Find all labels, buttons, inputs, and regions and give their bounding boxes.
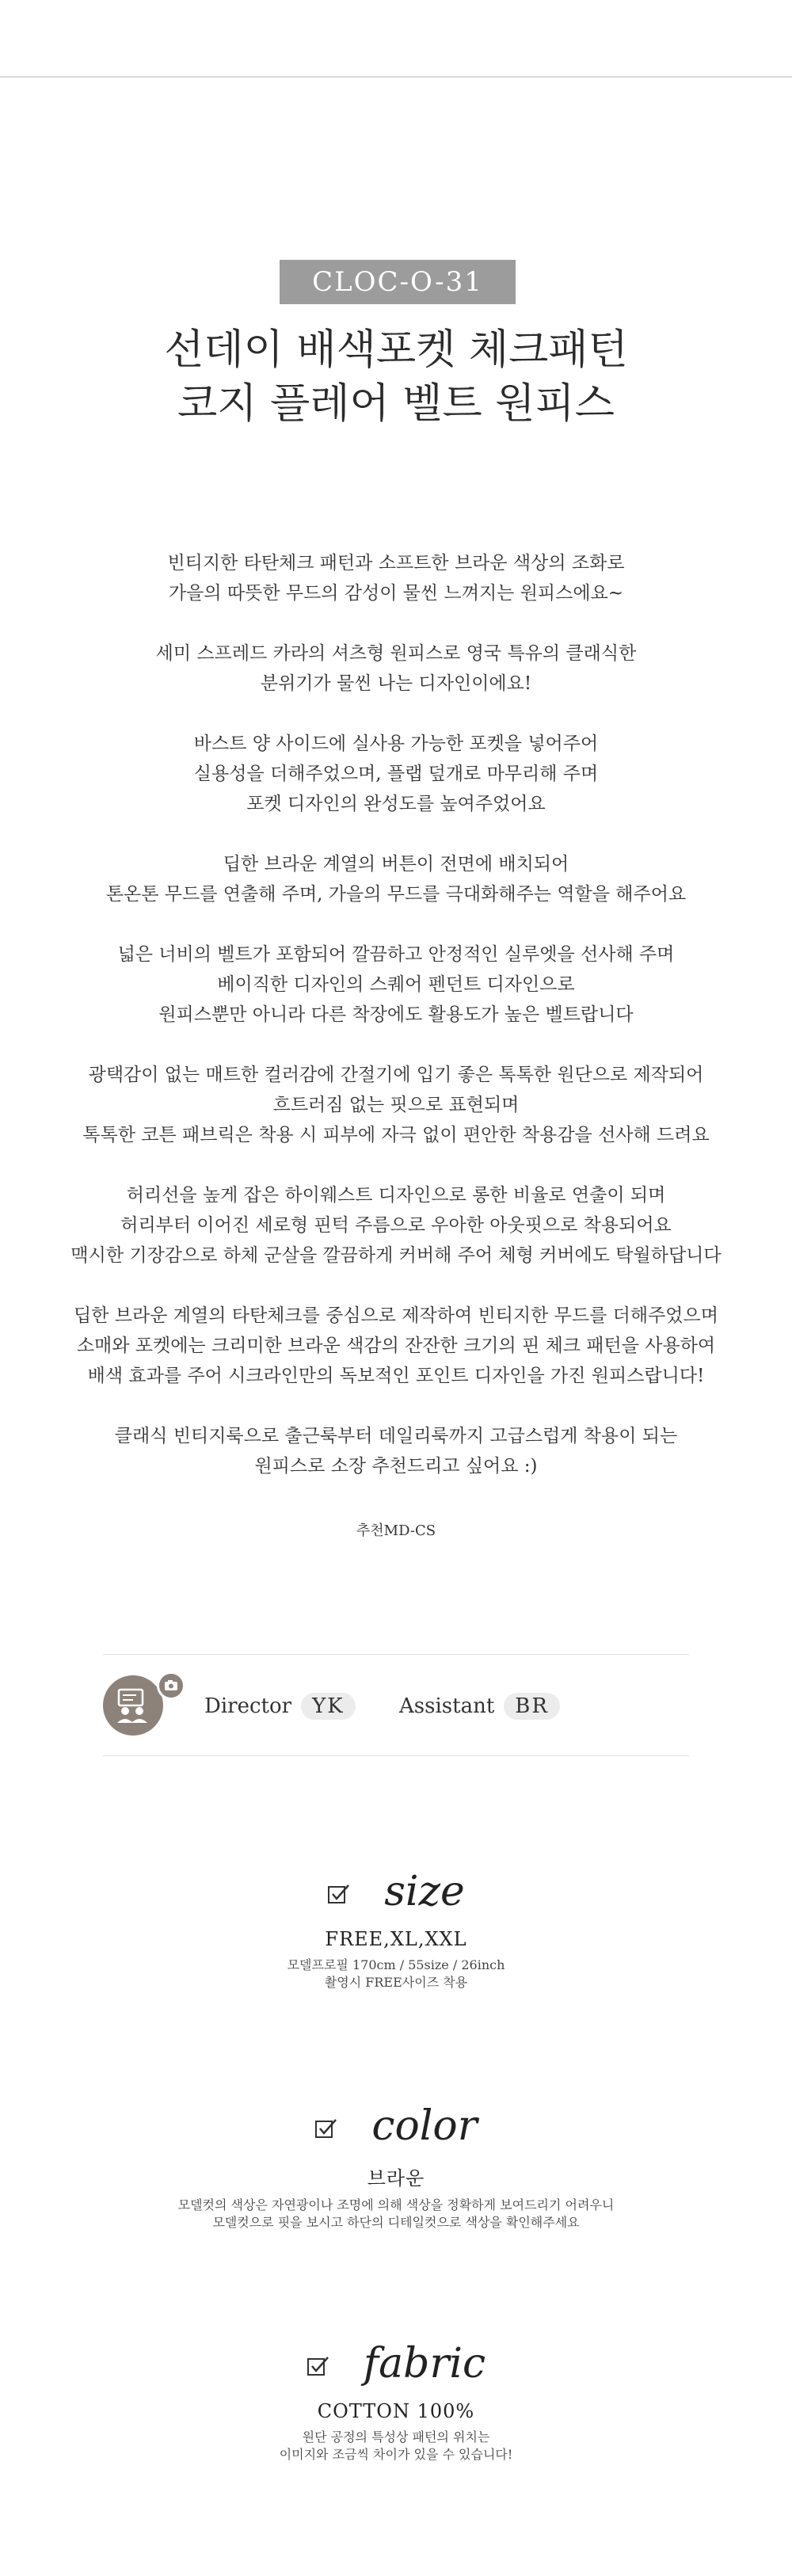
description-line: 베이직한 디자인의 스퀘어 펜던트 디자인으로 <box>217 974 575 995</box>
description-paragraph <box>40 1180 752 1271</box>
color-value: 브라운 <box>367 2167 425 2189</box>
fabric-notes <box>0 2429 792 2464</box>
size-note-line: 촬영시 FREE사이즈 착용 <box>324 1975 468 1990</box>
assistant-credit <box>399 1689 560 1724</box>
description-paragraph <box>40 1421 752 1481</box>
product-title-line: 선데이 배색포켓 체크패턴 <box>164 326 628 374</box>
color-section <box>0 2101 792 2231</box>
fabric-section <box>0 2338 792 2464</box>
fabric-header <box>0 2338 792 2389</box>
description-paragraph <box>40 939 752 1030</box>
size-section <box>0 1866 792 1991</box>
staff-people-icon <box>103 1675 163 1736</box>
product-title-line: 코지 플레어 벨트 원피스 <box>177 380 615 428</box>
staff-bottom-divider <box>103 1755 689 1756</box>
description-paragraph <box>40 1060 752 1150</box>
description-line: 흐트러짐 없는 핏으로 표현되며 <box>272 1095 520 1115</box>
description-line: 실용성을 더해주었으며, 플랩 덮개로 마무리해 주며 <box>193 764 599 784</box>
description-line: 딥한 브라운 계열의 버튼이 전면에 배치되어 <box>223 854 569 875</box>
director-value: YK <box>301 1693 356 1720</box>
description-line: 허리선을 높게 잡은 하이웨스트 디자인으로 롱한 비율로 연출이 되며 <box>126 1185 666 1206</box>
color-header <box>0 2101 792 2151</box>
description-line: 원피스뿐만 아니라 다른 착장에도 활용도가 높은 벨트랍니다 <box>158 1004 634 1025</box>
fabric-note-line: 이미지와 조금씩 차이가 있을 수 있습니다! <box>279 2447 513 2462</box>
size-notes <box>0 1957 792 1991</box>
description-line: 포켓 디자인의 완성도를 높여주었어요 <box>246 794 546 814</box>
assistant-label: Assistant <box>399 1694 495 1718</box>
description-line: 클래식 빈티지룩으로 출근룩부터 데일리룩까지 고급스럽게 착용이 되는 <box>114 1426 678 1446</box>
description-line: 허리부터 이어진 세로형 핀턱 주름으로 우아한 아웃핏으로 착용되어요 <box>120 1215 672 1236</box>
description-line: 광택감이 없는 매트한 컬러감에 간절기에 입기 좋은 톡톡한 원단으로 제작되어 <box>88 1065 704 1085</box>
description-line: 톤온톤 무드를 연출해 주며, 가을의 무드를 극대화해주는 역할을 해주어요 <box>105 884 687 905</box>
description-line: 소매와 포켓에는 크리미한 브라운 색감의 잔잔한 크기의 핀 체크 패턴을 사용하여 <box>76 1336 716 1356</box>
fabric-note-line: 원단 공정의 특성상 패턴의 위치는 <box>302 2429 490 2445</box>
checkbox-check-icon <box>314 2117 338 2140</box>
description-line: 바스트 양 사이드에 실사용 가능한 포켓을 넣어주어 <box>193 734 599 754</box>
size-header <box>0 1866 792 1917</box>
top-divider <box>0 76 792 78</box>
description-paragraph <box>40 729 752 819</box>
color-note-line: 모델컷으로 핏을 보시고 하단의 디테일컷으로 색상을 확인해주세요 <box>212 2215 580 2230</box>
fabric-title: fabric <box>363 2340 486 2387</box>
description-line: 배색 효과를 주어 시크라인만의 독보적인 포인트 디자인을 가진 원피스랍니다! <box>87 1366 705 1386</box>
recommend-md: 추천MD-CS <box>356 1522 436 1539</box>
product-description <box>40 548 752 1511</box>
director-label: Director <box>204 1694 292 1718</box>
size-value: FREE,XL,XXL <box>325 1928 467 1950</box>
description-line: 원피스로 소장 추천드리고 싶어요 :) <box>254 1456 538 1477</box>
size-title: size <box>384 1868 465 1915</box>
color-note-line: 모델컷의 색상은 자연광이나 조명에 의해 색상을 정확하게 보여드리기 어려우니 <box>177 2197 615 2212</box>
color-title: color <box>371 2102 478 2150</box>
description-line: 가을의 따뜻한 무드의 감성이 물씬 느껴지는 원피스에요~ <box>168 583 624 604</box>
product-title <box>0 323 792 431</box>
description-line: 분위기가 물씬 나는 디자인이에요! <box>260 673 532 694</box>
description-line: 맥시한 기장감으로 하체 군살을 깔끔하게 커버해 주어 체형 커버에도 탁월하답니다 <box>70 1245 722 1266</box>
staff-badge-icon <box>103 1675 163 1736</box>
description-line: 톡톡한 코튼 패브릭은 착용 시 피부에 자극 없이 편안한 착용감을 선사해 드려요 <box>82 1125 710 1145</box>
description-paragraph <box>40 638 752 699</box>
description-line: 딥한 브라운 계열의 타탄체크를 중심으로 제작하여 빈티지한 무드를 더해주었으며 <box>74 1305 718 1326</box>
director-credit <box>204 1689 356 1724</box>
fabric-value: COTTON 100% <box>317 2400 475 2422</box>
checkbox-check-icon <box>307 2354 330 2378</box>
checkbox-check-icon <box>327 1882 351 1906</box>
description-paragraph <box>40 1301 752 1391</box>
color-notes <box>0 2197 792 2231</box>
size-note-line: 모델프로필 170cm / 55size / 26inch <box>287 1957 505 1972</box>
camera-icon <box>157 1671 185 1700</box>
description-line: 넓은 너비의 벨트가 포함되어 깔끔하고 안정적인 실루엣을 선사해 주며 <box>117 944 675 965</box>
assistant-value: BR <box>504 1693 560 1720</box>
staff-credits <box>103 1654 689 1757</box>
product-code-badge: CLOC-O-31 <box>280 260 516 304</box>
staff-top-divider <box>103 1654 689 1655</box>
description-line: 빈티지한 타탄체크 패턴과 소프트한 브라운 색상의 조화로 <box>167 553 625 574</box>
description-line: 세미 스프레드 카라의 셔츠형 원피스로 영국 특유의 클래식한 <box>155 643 637 664</box>
description-paragraph <box>40 548 752 608</box>
description-paragraph <box>40 849 752 909</box>
